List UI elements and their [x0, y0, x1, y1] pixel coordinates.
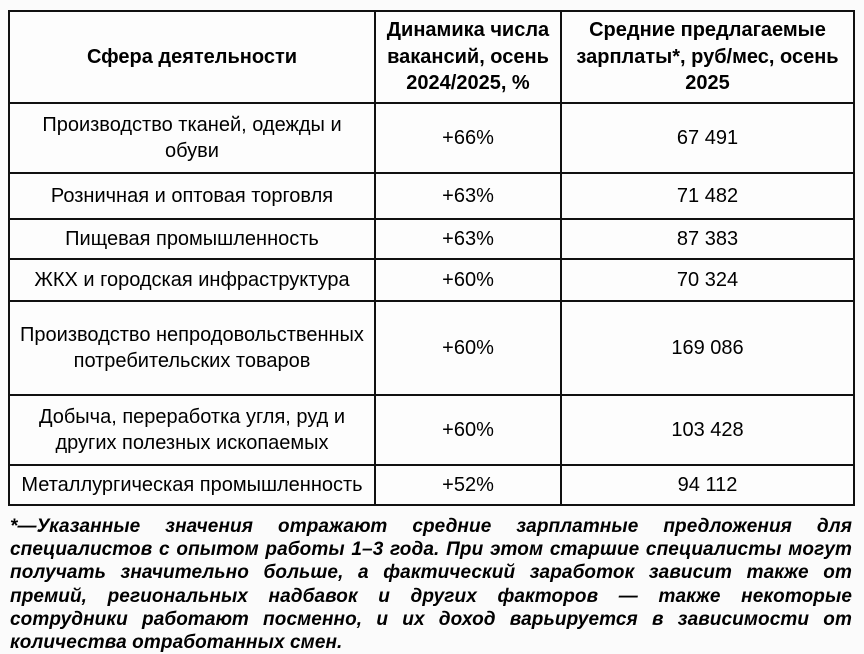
- cell-dynamics: +63%: [375, 173, 561, 219]
- header-row: [9, 11, 854, 103]
- table-row: [9, 395, 854, 465]
- cell-dynamics: +60%: [375, 301, 561, 395]
- table-row: [9, 173, 854, 219]
- cell-sphere: Пищевая промышленность: [9, 219, 375, 259]
- column-header-sphere: Сфера деятельности: [9, 11, 375, 103]
- table-header: [9, 11, 854, 103]
- table-row: [9, 259, 854, 301]
- cell-dynamics: +63%: [375, 219, 561, 259]
- column-header-dynamics: Динамика числа вакансий, осень 2024/2025, %: [375, 11, 561, 103]
- cell-salary: 67 491: [561, 103, 854, 173]
- cell-sphere: Добыча, переработка угля, руд и других полезных ископаемых: [9, 395, 375, 465]
- cell-salary: 94 112: [561, 465, 854, 505]
- cell-salary: 70 324: [561, 259, 854, 301]
- cell-salary: 87 383: [561, 219, 854, 259]
- cell-dynamics: +52%: [375, 465, 561, 505]
- cell-dynamics: +60%: [375, 259, 561, 301]
- cell-sphere: Металлургическая промышленность: [9, 465, 375, 505]
- cell-sphere: Производство непродовольственных потребительских товаров: [9, 301, 375, 395]
- cell-salary: 103 428: [561, 395, 854, 465]
- footnote: *—Указанные значения отражают средние зарплатные предложения для специалистов с опытом работы 1–3 года. При этом старшие специалисты могут получать значительно больше, а фактический заработок зависит также от премий, региональных надбавок и других факторов — также некоторые сотрудники работают посменно, и их доход варьируется в зависимости от количества отработанных смен.: [10, 516, 852, 653]
- salary-table: [8, 10, 855, 506]
- cell-sphere: Розничная и оптовая торговля: [9, 173, 375, 219]
- table-row: [9, 219, 854, 259]
- table-body: [9, 103, 854, 505]
- cell-sphere: Производство тканей, одежды и обуви: [9, 103, 375, 173]
- table-row: [9, 103, 854, 173]
- cell-salary: 71 482: [561, 173, 854, 219]
- cell-sphere: ЖКХ и городская инфраструктура: [9, 259, 375, 301]
- column-header-salary: Средние предлагаемые зарплаты*, руб/мес, осень 2025: [561, 11, 854, 103]
- cell-dynamics: +60%: [375, 395, 561, 465]
- cell-dynamics: +66%: [375, 103, 561, 173]
- table-row: [9, 465, 854, 505]
- table-row: [9, 301, 854, 395]
- cell-salary: 169 086: [561, 301, 854, 395]
